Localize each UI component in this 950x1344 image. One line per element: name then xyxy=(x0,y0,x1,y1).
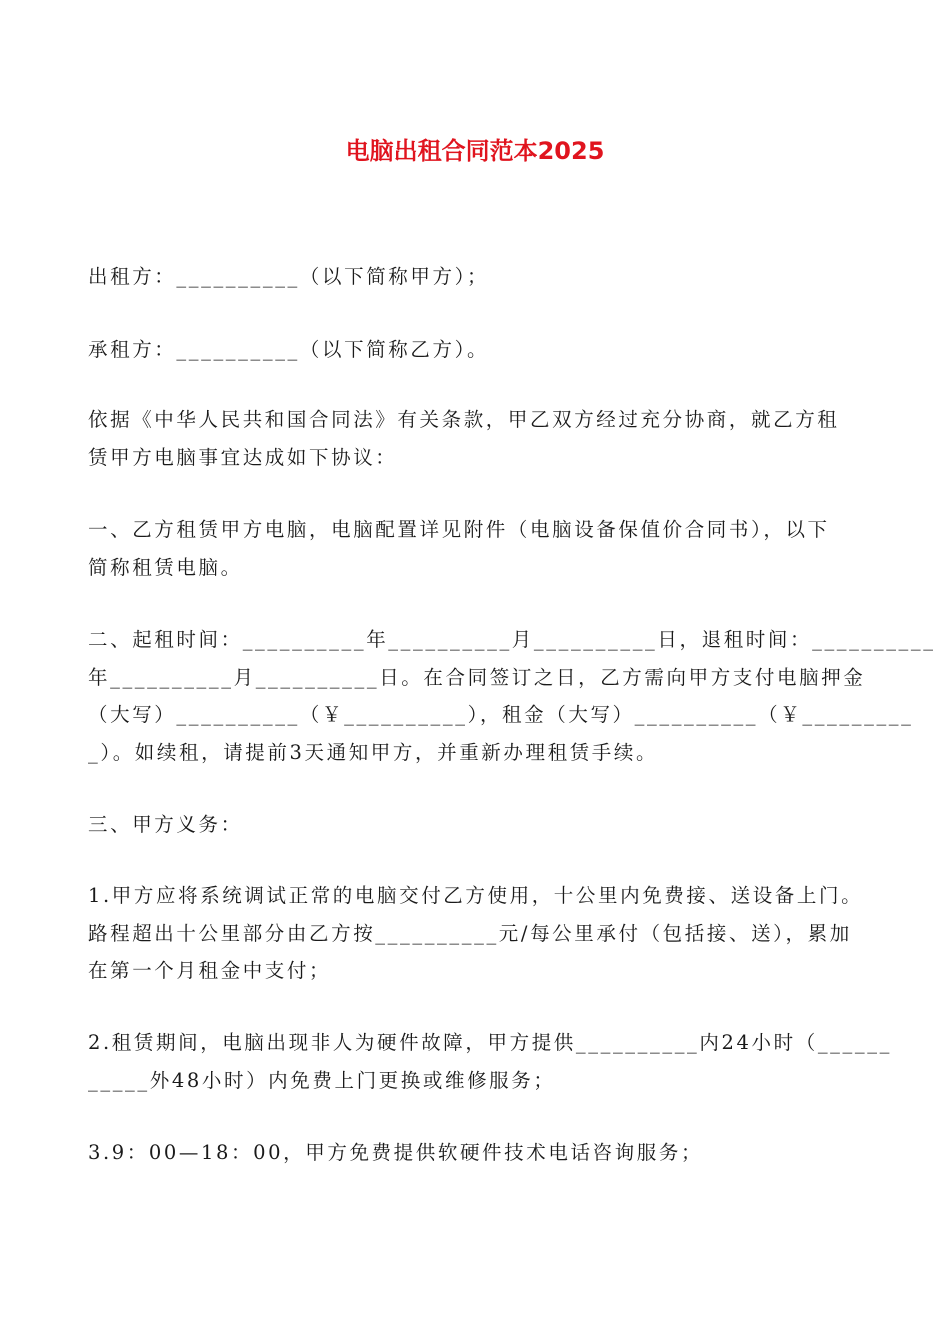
item-2-line-1: 2.租赁期间，电脑出现非人为硬件故障，甲方提供__________内24小时（______ xyxy=(88,1031,892,1054)
document-title: 电脑出租合同范本2025 xyxy=(345,137,605,165)
clause-2-line-3: （大写）__________（￥__________），租金（大写）__________（￥_________ xyxy=(88,703,914,726)
item-1-line-2: 路程超出十公里部分由乙方按__________元/每公里承付（包括接、送），累加 xyxy=(88,921,852,945)
clause-2-paragraph xyxy=(88,621,936,771)
item-1-line-3: 在第一个月租金中支付； xyxy=(88,959,332,982)
lessee-text: 承租方：__________（以下简称乙方）。 xyxy=(88,338,490,361)
lessor-line xyxy=(88,258,864,296)
clause-3-heading-text: 三、甲方义务： xyxy=(88,813,243,836)
item-1-paragraph xyxy=(88,877,864,990)
lessor-text: 出租方：__________（以下简称甲方）； xyxy=(88,265,490,288)
item-2-line-2: _____外48小时）内免费上门更换或维修服务； xyxy=(88,1068,556,1092)
clause-2-line-1: 二、起租时间：__________年__________月__________日，退租时间：__________ xyxy=(88,628,936,651)
clause-1-line-1: 一、乙方租赁甲方电脑，电脑配置详见附件（电脑设备保值价合同书），以下 xyxy=(88,518,830,541)
clause-2-line-4: _）。如续租，请提前3天通知甲方，并重新办理租赁手续。 xyxy=(88,740,659,764)
item-2-paragraph xyxy=(88,1024,892,1099)
preamble-line-2: 赁甲方电脑事宜达成如下协议： xyxy=(88,445,398,469)
clause-1-paragraph xyxy=(88,511,864,586)
item-3-text: 3.9：00—18：00，甲方免费提供软硬件技术电话咨询服务； xyxy=(88,1141,704,1164)
clause-1-line-2: 简称租赁电脑。 xyxy=(88,555,243,579)
item-1-line-1: 1.甲方应将系统调试正常的电脑交付乙方使用，十公里内免费接、送设备上门。 xyxy=(88,884,864,907)
preamble-paragraph xyxy=(88,401,864,476)
preamble-line-1: 依据《中华人民共和国合同法》有关条款，甲乙双方经过充分协商，就乙方租 xyxy=(88,408,840,431)
clause-3-heading xyxy=(88,806,864,844)
lessee-line xyxy=(88,331,864,369)
clause-2-line-2: 年__________月__________日。在合同签订之日，乙方需向甲方支付电脑押金 xyxy=(88,665,866,689)
item-3-paragraph xyxy=(88,1134,864,1172)
